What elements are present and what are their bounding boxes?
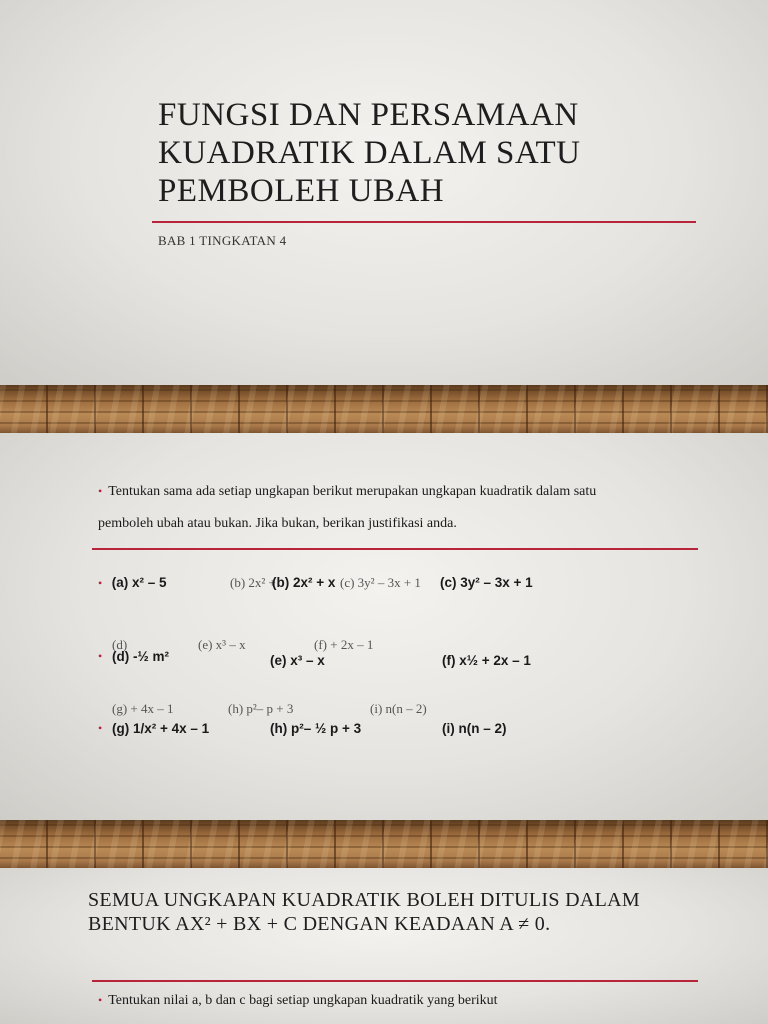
question-g: (g) 1/x² + 4x – 1 [112,721,210,736]
question-c: (c) 3y² – 3x + 1 [440,575,533,590]
question-e-ghost: (e) x³ – x [198,637,246,652]
question-b: (b) 2x² + x [272,575,336,590]
slide-3 [0,868,768,1024]
slide-title: FUNGSI DAN PERSAMAAN KUADRATIK DALAM SATU PEMBOLEH UBAH [158,97,581,209]
question-row-2 [98,637,698,668]
question-i-ghost: (i) n(n – 2) [370,701,427,716]
slide-1 [0,0,768,385]
bullet-icon: • [98,993,103,1007]
bullet-icon: • [98,721,103,735]
question-row-3 [98,701,698,741]
question-g-ghost: (g) + 4x – 1 [112,701,174,716]
question-e: (e) x³ – x [270,653,325,668]
slide-3-instruction-text: Tentukan nilai a, b dan c bagi setiap ungkapan kuadratik yang berikut [108,993,498,1008]
bullet-icon: • [98,649,103,663]
question-h: (h) p²– ½ p + 3 [270,721,362,736]
question-h-ghost: (h) p²– p + 3 [228,701,294,716]
slide-2 [0,433,768,820]
question-f: (f) x½ + 2x – 1 [442,653,531,668]
instruction-divider [92,548,698,550]
question-i: (i) n(n – 2) [442,721,507,736]
question-row-1 [98,575,698,597]
slide-3-instruction [98,984,698,1017]
question-d: (d) -½ m² [112,649,169,664]
bullet-icon: • [98,484,103,498]
instruction-line-2: pemboleh ubah atau bukan. Jika bukan, berikan justifikasi anda. [98,516,457,531]
title-divider [152,221,696,223]
instruction-line-1: Tentukan sama ada setiap ungkapan berikut merupakan ungkapan kuadratik dalam satu [108,484,597,499]
question-c-ghost: (c) 3y² – 3x + 1 [340,575,421,590]
question-f-ghost: (f) + 2x – 1 [314,637,374,652]
bullet-icon: • [98,576,103,590]
question-a: (a) x² – 5 [111,575,167,590]
wood-floor-divider [0,385,768,433]
question-b-ghost: (b) 2x² + [230,575,276,590]
instruction-text [98,475,698,540]
slide-subtitle: BAB 1 TINGKATAN 4 [158,233,287,248]
slide-3-heading: SEMUA UNGKAPAN KUADRATIK BOLEH DITULIS DALAM BENTUK AX² + BX + C DENGAN KEADAAN A ≠ 0. [88,889,640,935]
wood-floor-divider [0,820,768,868]
question-d-ghost: (d) [112,637,128,652]
slide-3-divider [92,980,698,982]
